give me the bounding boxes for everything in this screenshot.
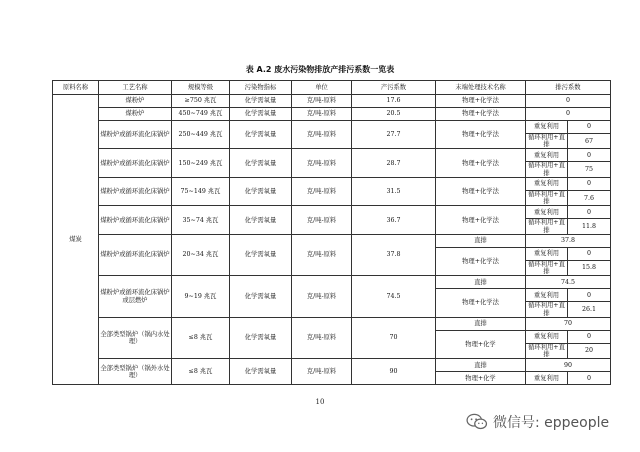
treatment-tech-cell: 物理+化学法	[436, 247, 526, 275]
reuse-label-cell: 重复利用	[526, 149, 568, 162]
scale-cell: 20~34 兆瓦	[172, 234, 230, 275]
unit-cell: 克/吨-原料	[292, 276, 352, 317]
pollutant-cell: 化学需氧量	[230, 95, 292, 108]
reuse-label-cell: 重复利用	[526, 121, 568, 134]
direct-discharge-label-cell: 直排	[436, 359, 526, 372]
watermark	[466, 412, 609, 432]
process-cell: 全部类型锅炉（锅内水处理）	[99, 317, 172, 358]
treatment-tech-cell: 物理+化学法	[436, 95, 526, 108]
recycle-label-cell: 循环利用+直排	[526, 343, 568, 358]
unit-cell: 克/吨-原料	[292, 177, 352, 205]
direct-discharge-value-cell: 70	[526, 317, 611, 330]
treatment-tech-cell: 物理+化学法	[436, 289, 526, 317]
production-coefficient-cell: 28.7	[352, 149, 436, 177]
table-row	[53, 317, 611, 330]
reuse-value-cell: 0	[568, 372, 611, 385]
header-pollutant: 污染物指标	[230, 81, 292, 95]
treatment-tech-cell: 物理+化学	[436, 372, 526, 385]
treatment-tech-cell: 物理+化学法	[436, 149, 526, 177]
unit-cell: 克/吨-原料	[292, 317, 352, 358]
pollutant-cell: 化学需氧量	[230, 317, 292, 358]
unit-cell: 克/吨-原料	[292, 108, 352, 121]
unit-cell: 克/吨-原料	[292, 95, 352, 108]
pollutant-cell: 化学需氧量	[230, 234, 292, 275]
process-cell: 煤粉炉或循环流化床锅炉	[99, 234, 172, 275]
table-row	[53, 149, 611, 162]
table-row	[53, 108, 611, 121]
header-production-coefficient: 产污系数	[352, 81, 436, 95]
recycle-value-cell: 15.8	[568, 260, 611, 275]
direct-discharge-value-cell: 90	[526, 359, 611, 372]
scale-cell: 75~149 兆瓦	[172, 177, 230, 205]
scale-cell: 9~19 兆瓦	[172, 276, 230, 317]
header-process: 工艺名称	[99, 81, 172, 95]
production-coefficient-cell: 74.5	[352, 276, 436, 317]
material-cell: 煤炭	[53, 95, 99, 385]
table-row	[53, 276, 611, 289]
treatment-tech-cell: 物理+化学法	[436, 206, 526, 234]
treatment-tech-cell: 物理+化学法	[436, 108, 526, 121]
unit-cell: 克/吨-原料	[292, 149, 352, 177]
pollutant-cell: 化学需氧量	[230, 359, 292, 385]
recycle-value-cell: 20	[568, 343, 611, 358]
production-coefficient-cell: 90	[352, 359, 436, 385]
pollutant-cell: 化学需氧量	[230, 177, 292, 205]
reuse-label-cell: 重复利用	[526, 372, 568, 385]
reuse-label-cell: 重复利用	[526, 177, 568, 190]
pollutant-cell: 化学需氧量	[230, 121, 292, 149]
process-cell: 煤粉炉或循环流化床锅炉	[99, 177, 172, 205]
reuse-value-cell: 0	[568, 247, 611, 260]
table-row	[53, 121, 611, 134]
production-coefficient-cell: 31.5	[352, 177, 436, 205]
direct-discharge-label-cell: 直排	[436, 276, 526, 289]
production-coefficient-cell: 36.7	[352, 206, 436, 234]
reuse-value-cell: 0	[568, 206, 611, 219]
reuse-value-cell: 0	[568, 121, 611, 134]
unit-cell: 克/吨-原料	[292, 234, 352, 275]
wechat-icon	[466, 413, 488, 431]
recycle-label-cell: 循环利用+直排	[526, 260, 568, 275]
direct-discharge-value-cell: 74.5	[526, 276, 611, 289]
table-row	[53, 206, 611, 219]
scale-cell: 450~749 兆瓦	[172, 108, 230, 121]
production-coefficient-cell: 20.5	[352, 108, 436, 121]
process-cell: 煤粉炉或循环流化床锅炉	[99, 206, 172, 234]
scale-cell: ≤8 兆瓦	[172, 317, 230, 358]
recycle-value-cell: 7.6	[568, 190, 611, 205]
recycle-label-cell: 循环利用+直排	[526, 134, 568, 149]
scale-cell: 250~449 兆瓦	[172, 121, 230, 149]
treatment-tech-cell: 物理+化学	[436, 330, 526, 358]
process-cell: 煤粉炉或循环流化床锅炉	[99, 121, 172, 149]
process-cell: 煤粉炉	[99, 95, 172, 108]
header-row	[53, 81, 611, 95]
header-material: 原料名称	[53, 81, 99, 95]
direct-discharge-label-cell: 直排	[436, 234, 526, 247]
recycle-value-cell: 75	[568, 162, 611, 177]
table-row	[53, 234, 611, 247]
header-scale: 规模等级	[172, 81, 230, 95]
recycle-value-cell: 26.1	[568, 302, 611, 317]
direct-discharge-label-cell: 直排	[436, 317, 526, 330]
direct-discharge-value-cell: 37.8	[526, 234, 611, 247]
emission-coefficient-table	[52, 80, 611, 385]
table-row	[53, 359, 611, 372]
emission-value-cell: 0	[526, 108, 611, 121]
reuse-value-cell: 0	[568, 177, 611, 190]
production-coefficient-cell: 27.7	[352, 121, 436, 149]
scale-cell: ≥750 兆瓦	[172, 95, 230, 108]
pollutant-cell: 化学需氧量	[230, 108, 292, 121]
recycle-label-cell: 循环利用+直排	[526, 190, 568, 205]
reuse-label-cell: 重复利用	[526, 330, 568, 343]
header-emission-coefficient: 排污系数	[526, 81, 611, 95]
scale-cell: 35~74 兆瓦	[172, 206, 230, 234]
recycle-label-cell: 循环利用+直排	[526, 302, 568, 317]
header-unit: 单位	[292, 81, 352, 95]
recycle-value-cell: 67	[568, 134, 611, 149]
scale-cell: 150~249 兆瓦	[172, 149, 230, 177]
reuse-value-cell: 0	[568, 289, 611, 302]
reuse-label-cell: 重复利用	[526, 289, 568, 302]
page-number: 10	[315, 398, 325, 406]
table-caption: 表 A.2 废水污染物排放产排污系数一览表	[245, 65, 395, 74]
process-cell: 煤粉炉或循环流化床锅炉或层燃炉	[99, 276, 172, 317]
pollutant-cell: 化学需氧量	[230, 206, 292, 234]
watermark-text: 微信号: eppeople	[493, 415, 610, 431]
process-cell: 煤粉炉或循环流化床锅炉	[99, 149, 172, 177]
pollutant-cell: 化学需氧量	[230, 276, 292, 317]
table-row	[53, 177, 611, 190]
recycle-label-cell: 循环利用+直排	[526, 162, 568, 177]
pollutant-cell: 化学需氧量	[230, 149, 292, 177]
production-coefficient-cell: 37.8	[352, 234, 436, 275]
scale-cell: ≤8 兆瓦	[172, 359, 230, 385]
reuse-value-cell: 0	[568, 149, 611, 162]
process-cell: 煤粉炉	[99, 108, 172, 121]
recycle-value-cell: 11.8	[568, 219, 611, 234]
production-coefficient-cell: 70	[352, 317, 436, 358]
treatment-tech-cell: 物理+化学法	[436, 121, 526, 149]
process-cell: 全部类型锅炉（锅外水处理）	[99, 359, 172, 385]
production-coefficient-cell: 17.6	[352, 95, 436, 108]
emission-value-cell: 0	[526, 95, 611, 108]
table-row	[53, 95, 611, 108]
unit-cell: 克/吨-原料	[292, 121, 352, 149]
reuse-label-cell: 重复利用	[526, 206, 568, 219]
unit-cell: 克/吨-原料	[292, 359, 352, 385]
unit-cell: 克/吨-原料	[292, 206, 352, 234]
header-end-treatment: 末端处理技术名称	[436, 81, 526, 95]
recycle-label-cell: 循环利用+直排	[526, 219, 568, 234]
treatment-tech-cell: 物理+化学法	[436, 177, 526, 205]
reuse-label-cell: 重复利用	[526, 247, 568, 260]
reuse-value-cell: 0	[568, 330, 611, 343]
